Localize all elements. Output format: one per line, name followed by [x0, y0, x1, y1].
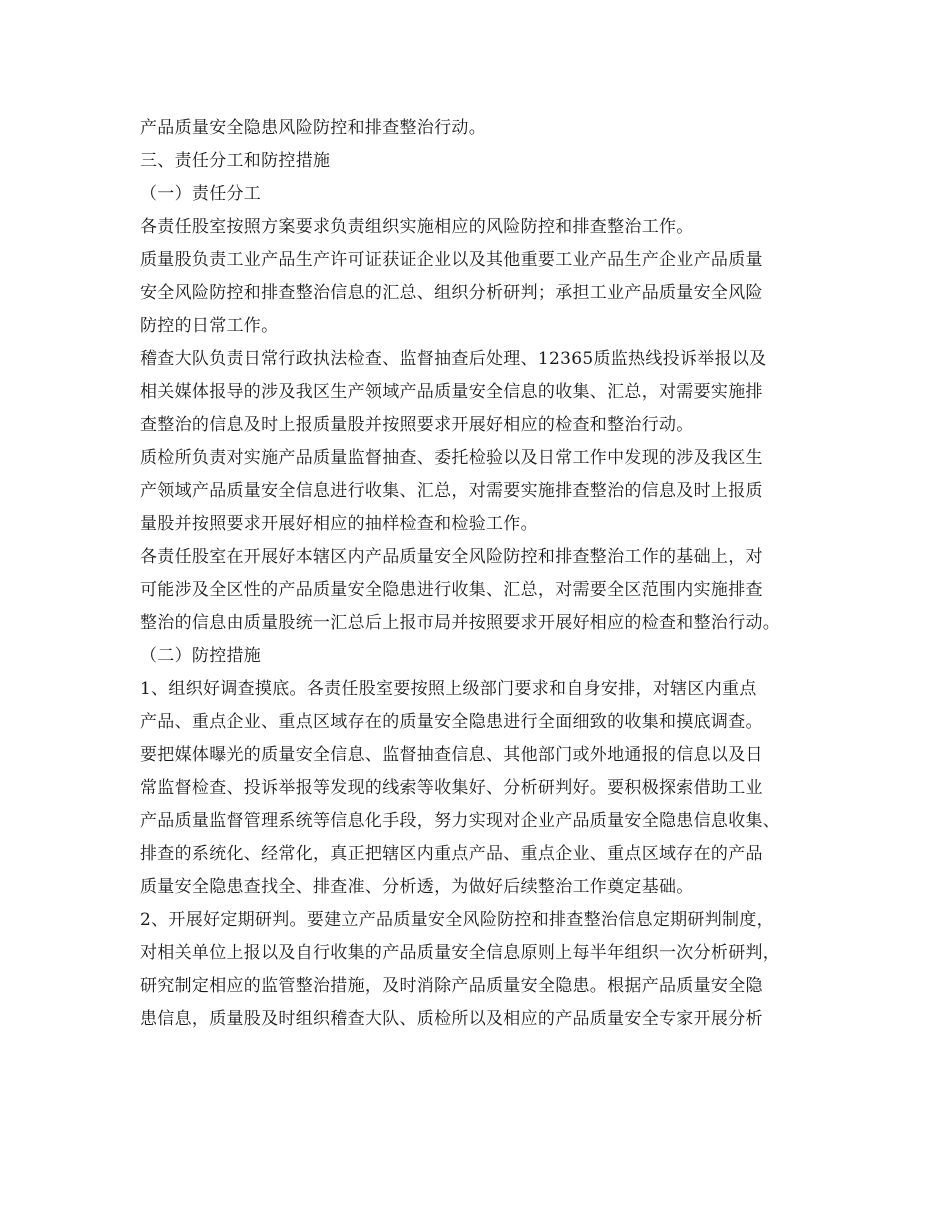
text-line: 质量股负责工业产品生产许可证获证企业以及其他重要工业产品生产企业产品质量 — [140, 250, 763, 270]
text-line: 排查的系统化、经常化，真正把辖区内重点产品、重点企业、重点区域存在的产品 — [140, 844, 763, 864]
text-line: 各责任股室在开展好本辖区内产品质量安全风险防控和排查整治工作的基础上，对 — [140, 547, 763, 567]
text-line: 查整治的信息及时上报质量股并按照要求开展好相应的检查和整治行动。 — [140, 415, 694, 435]
text-line: 2、开展好定期研判。要建立产品质量安全风险防控和排查整治信息定期研判制度， — [140, 910, 774, 930]
section-heading: 三、责任分工和防控措施 — [140, 151, 331, 171]
text-line: 要把媒体曝光的质量安全信息、监督抽查信息、其他部门或外地通报的信息以及日 — [140, 745, 763, 765]
text-line: 安全风险防控和排查整治信息的汇总、组织分析研判；承担工业产品质量安全风险 — [140, 283, 763, 303]
text-line: 患信息，质量股及时组织稽查大队、质检所以及相应的产品质量安全专家开展分析 — [140, 1009, 763, 1029]
text-line: 产品质量监督管理系统等信息化手段，努力实现对企业产品质量安全隐患信息收集、 — [140, 811, 781, 831]
text-line: 量股并按照要求开展好相应的抽样检查和检验工作。 — [140, 514, 538, 534]
document-body — [140, 112, 820, 1036]
text-line: 研究制定相应的监管整治措施，及时消除产品质量安全隐患。根据产品质量安全隐 — [140, 976, 763, 996]
text-line: 稽查大队负责日常行政执法检查、监督抽查后处理、12365质监热线投诉举报以及 — [140, 349, 767, 369]
text-line: 对相关单位上报以及自行收集的产品质量安全信息原则上每半年组织一次分析研判， — [140, 943, 781, 963]
text-line: 整治的信息由质量股统一汇总后上报市局并按照要求开展好相应的检查和整治行动。 — [140, 613, 781, 633]
text-line: 常监督检查、投诉举报等发现的线索等收集好、分析研判好。要积极探索借助工业 — [140, 778, 763, 798]
text-line: 质检所负责对实施产品质量监督抽查、委托检验以及日常工作中发现的涉及我区生 — [140, 448, 763, 468]
subsection-heading: （一）责任分工 — [140, 184, 262, 204]
text-line: 产品质量安全隐患风险防控和排查整治行动。 — [140, 118, 486, 138]
text-line: 各责任股室按照方案要求负责组织实施相应的风险防控和排查整治工作。 — [140, 217, 694, 237]
text-line: 可能涉及全区性的产品质量安全隐患进行收集、汇总，对需要全区范围内实施排查 — [140, 580, 763, 600]
text-line: 1、组织好调查摸底。各责任股室要按照上级部门要求和自身安排，对辖区内重点 — [140, 679, 757, 699]
text-line: 产品、重点企业、重点区域存在的质量安全隐患进行全面细致的收集和摸底调查。 — [140, 712, 763, 732]
text-line: 质量安全隐患查找全、排查准、分析透，为做好后续整治工作奠定基础。 — [140, 877, 694, 897]
subsection-heading: （二）防控措施 — [140, 646, 262, 666]
text-line: 产领域产品质量安全信息进行收集、汇总，对需要实施排查整治的信息及时上报质 — [140, 481, 763, 501]
text-line: 相关媒体报导的涉及我区生产领域产品质量安全信息的收集、汇总，对需要实施排 — [140, 382, 763, 402]
text-line: 防控的日常工作。 — [140, 316, 279, 336]
